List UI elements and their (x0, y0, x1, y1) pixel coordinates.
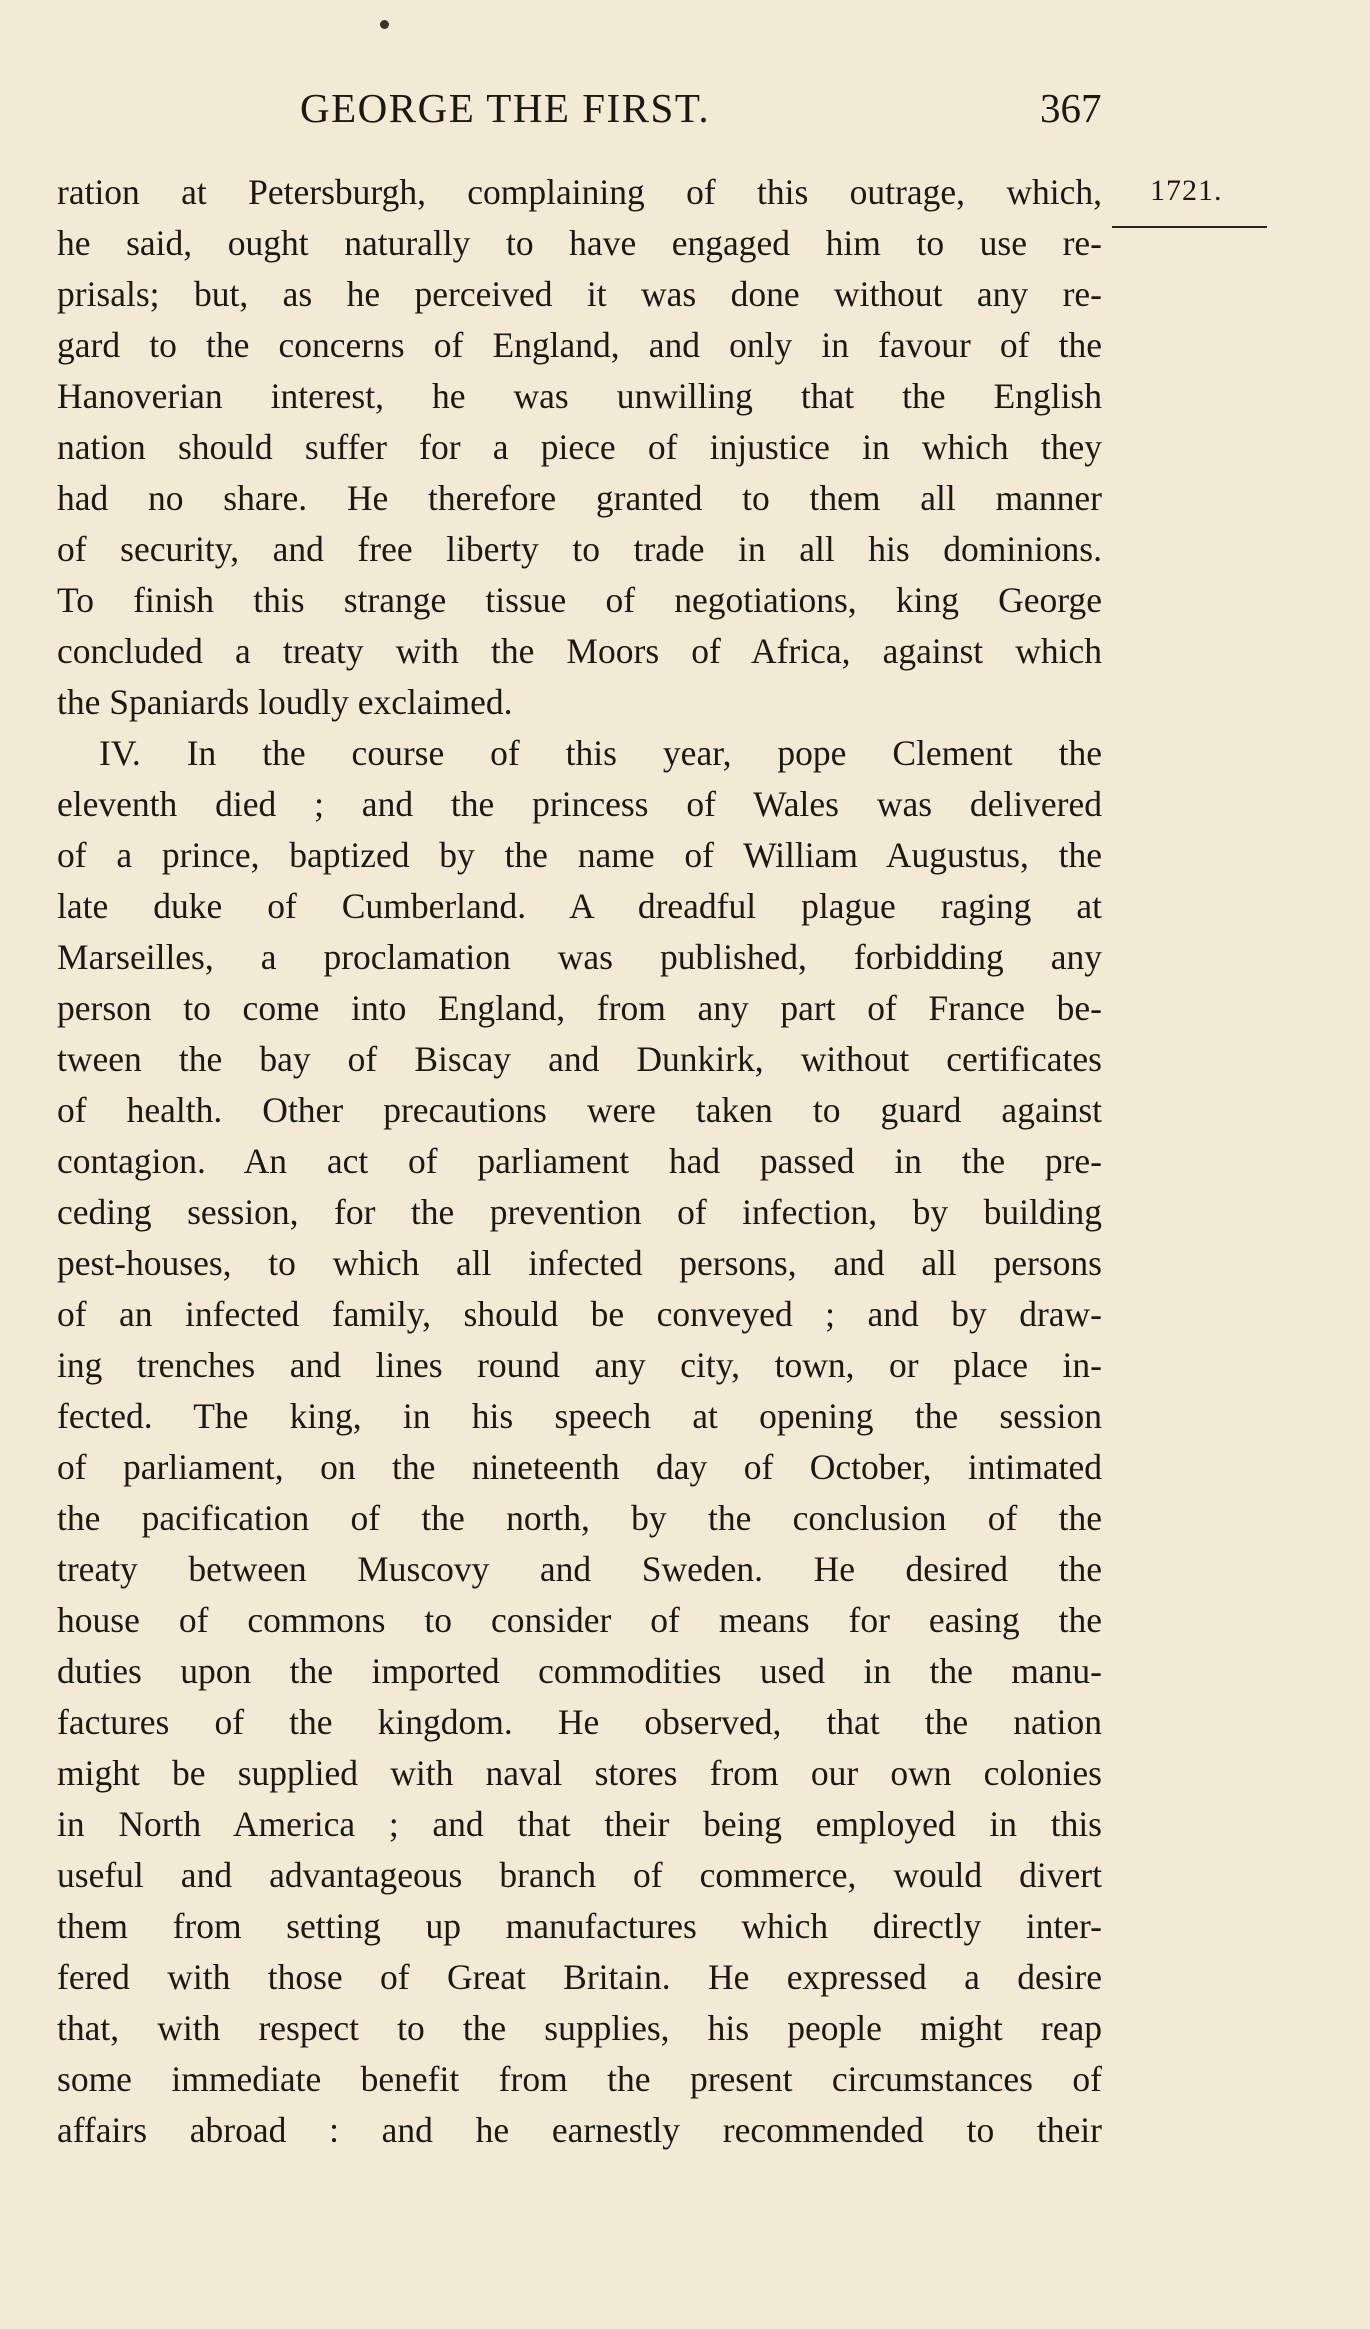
text-line: them from setting up manufactures which directly inter- (57, 1906, 1102, 1946)
text-line: some immediate benefit from the present circumstances of (57, 2059, 1102, 2099)
text-line: nation should suffer for a piece of injustice in which they (57, 427, 1102, 467)
text-line: To finish this strange tissue of negotiations, king George (57, 580, 1102, 620)
text-line: ing trenches and lines round any city, town, or place in- (57, 1345, 1102, 1385)
text-line: the Spaniards loudly exclaimed. (57, 682, 513, 722)
text-line: of health. Other precautions were taken to guard against (57, 1090, 1102, 1130)
text-line: in North America ; and that their being employed in this (57, 1804, 1102, 1844)
text-line: treaty between Muscovy and Sweden. He desired the (57, 1549, 1102, 1589)
text-line: the pacification of the north, by the conclusion of the (57, 1498, 1102, 1538)
text-line: contagion. An act of parliament had passed in the pre- (57, 1141, 1102, 1181)
text-line: of security, and free liberty to trade in all his dominions. (57, 529, 1102, 569)
text-line: fected. The king, in his speech at opening the session (57, 1396, 1102, 1436)
text-line: concluded a treaty with the Moors of Africa, against which (57, 631, 1102, 671)
text-line: factures of the kingdom. He observed, that the nation (57, 1702, 1102, 1742)
running-title: GEORGE THE FIRST. (300, 85, 711, 131)
text-line: person to come into England, from any part of France be- (57, 988, 1102, 1028)
text-line: might be supplied with naval stores from our own colonies (57, 1753, 1102, 1793)
text-line: house of commons to consider of means for easing the (57, 1600, 1102, 1640)
text-line: eleventh died ; and the princess of Wales was delivered (57, 784, 1102, 824)
text-line: of parliament, on the nineteenth day of October, intimated (57, 1447, 1102, 1487)
paragraph-start-line: IV. In the course of this year, pope Clement the (99, 733, 1102, 773)
page-number: 367 (1040, 85, 1102, 131)
margin-rule (1112, 226, 1267, 228)
text-line: useful and advantageous branch of commerce, would divert (57, 1855, 1102, 1895)
text-line: duties upon the imported commodities used in the manu- (57, 1651, 1102, 1691)
text-line: prisals; but, as he perceived it was done without any re- (57, 274, 1102, 314)
text-line: had no share. He therefore granted to them all manner (57, 478, 1102, 518)
text-line: Marseilles, a proclamation was published, forbidding any (57, 937, 1102, 977)
text-line: pest-houses, to which all infected persons, and all persons (57, 1243, 1102, 1283)
text-line: ration at Petersburgh, complaining of this outrage, which, (57, 172, 1102, 212)
text-line: tween the bay of Biscay and Dunkirk, without certificates (57, 1039, 1102, 1079)
body-text (57, 167, 1102, 2156)
text-line: of an infected family, should be conveyed ; and by draw- (57, 1294, 1102, 1334)
text-line: late duke of Cumberland. A dreadful plague raging at (57, 886, 1102, 926)
text-line: Hanoverian interest, he was unwilling that the English (57, 376, 1102, 416)
text-line: gard to the concerns of England, and only in favour of the (57, 325, 1102, 365)
text-line: he said, ought naturally to have engaged him to use re- (57, 223, 1102, 263)
text-line: of a prince, baptized by the name of William Augustus, the (57, 835, 1102, 875)
text-line: ceding session, for the prevention of infection, by building (57, 1192, 1102, 1232)
text-line: that, with respect to the supplies, his people might reap (57, 2008, 1102, 2048)
margin-year-note: 1721. (1150, 174, 1223, 207)
text-line: fered with those of Great Britain. He expressed a desire (57, 1957, 1102, 1997)
text-line: affairs abroad : and he earnestly recommended to their (57, 2110, 1102, 2150)
ink-speck (380, 20, 389, 29)
